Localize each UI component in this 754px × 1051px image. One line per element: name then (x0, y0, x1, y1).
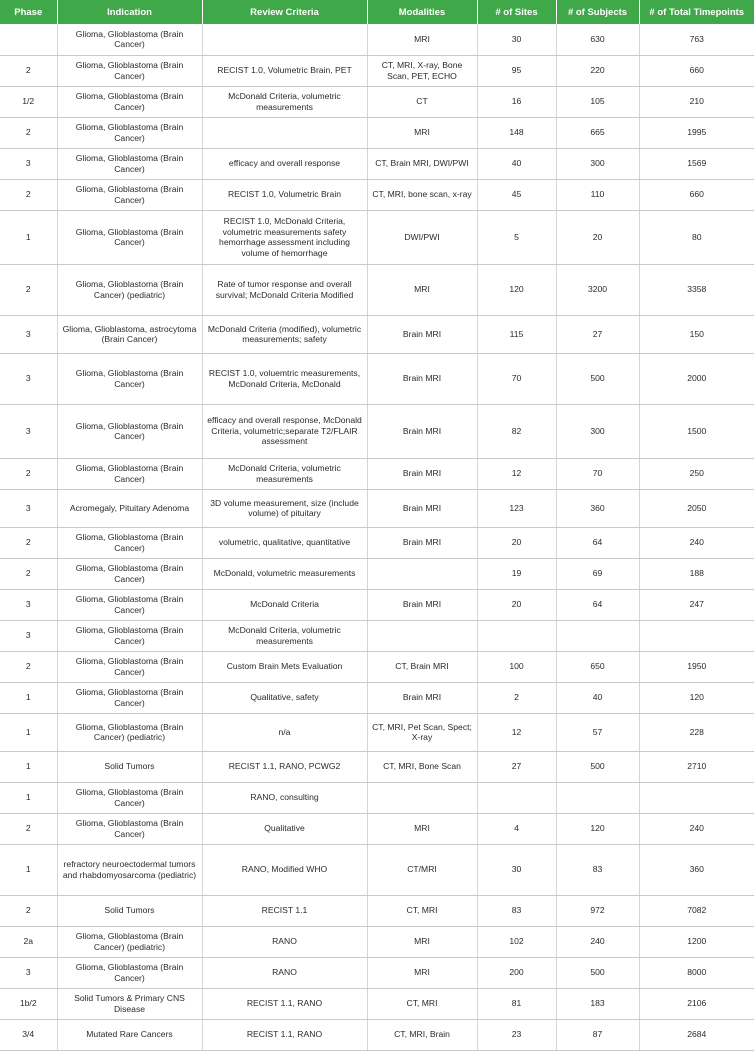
cell-indication: Glioma, Glioblastoma (Brain Cancer) (57, 527, 202, 558)
cell-sites: 200 (477, 957, 556, 988)
cell-subjects: 183 (556, 988, 639, 1019)
cell-total-timepoints: 660 (639, 55, 754, 86)
cell-phase: 3/4 (0, 1019, 57, 1050)
cell-indication: Glioma, Glioblastoma (Brain Cancer) (57, 458, 202, 489)
cell-total-timepoints: 188 (639, 558, 754, 589)
cell-review-criteria: RANO (202, 957, 367, 988)
cell-sites: 45 (477, 179, 556, 210)
header-total-timepoints: # of Total Timepoints (639, 0, 754, 24)
cell-sites: 123 (477, 489, 556, 527)
table-row (0, 315, 754, 353)
cell-indication: Glioma, Glioblastoma (Brain Cancer) (57, 210, 202, 264)
cell-indication: Glioma, Glioblastoma (Brain Cancer) (57, 86, 202, 117)
cell-review-criteria: RECIST 1.1, RANO, PCWG2 (202, 751, 367, 782)
cell-phase: 3 (0, 148, 57, 179)
header-subjects: # of Subjects (556, 0, 639, 24)
cell-total-timepoints: 247 (639, 589, 754, 620)
cell-sites: 19 (477, 558, 556, 589)
cell-subjects: 360 (556, 489, 639, 527)
cell-sites: 148 (477, 117, 556, 148)
cell-subjects: 83 (556, 844, 639, 895)
cell-total-timepoints: 250 (639, 458, 754, 489)
cell-phase: 3 (0, 589, 57, 620)
cell-indication: Solid Tumors (57, 895, 202, 926)
header-modalities: Modalities (367, 0, 477, 24)
cell-sites: 2 (477, 682, 556, 713)
cell-modalities (367, 620, 477, 651)
cell-sites: 115 (477, 315, 556, 353)
cell-sites: 23 (477, 1019, 556, 1050)
cell-review-criteria: Qualitative, safety (202, 682, 367, 713)
cell-total-timepoints: 2000 (639, 353, 754, 404)
header-sites: # of Sites (477, 0, 556, 24)
cell-review-criteria: RECIST 1.1, RANO (202, 1019, 367, 1050)
cell-sites: 30 (477, 844, 556, 895)
cell-indication: Glioma, Glioblastoma (Brain Cancer) (57, 24, 202, 55)
table-row (0, 926, 754, 957)
cell-modalities: CT, Brain MRI (367, 651, 477, 682)
table-row (0, 988, 754, 1019)
cell-subjects: 650 (556, 651, 639, 682)
table-row (0, 558, 754, 589)
table-row (0, 489, 754, 527)
cell-phase: 2a (0, 926, 57, 957)
cell-modalities: Brain MRI (367, 404, 477, 458)
cell-phase: 3 (0, 404, 57, 458)
cell-subjects: 70 (556, 458, 639, 489)
cell-modalities (367, 782, 477, 813)
cell-review-criteria: RANO, Modified WHO (202, 844, 367, 895)
cell-total-timepoints: 763 (639, 24, 754, 55)
table-row (0, 179, 754, 210)
cell-sites: 12 (477, 458, 556, 489)
cell-total-timepoints (639, 620, 754, 651)
cell-phase: 3 (0, 620, 57, 651)
cell-total-timepoints: 1950 (639, 651, 754, 682)
cell-sites: 95 (477, 55, 556, 86)
table-row (0, 713, 754, 751)
cell-review-criteria: Custom Brain Mets Evaluation (202, 651, 367, 682)
cell-indication: Glioma, Glioblastoma (Brain Cancer) (57, 55, 202, 86)
cell-phase: 1 (0, 210, 57, 264)
cell-phase: 1 (0, 682, 57, 713)
cell-total-timepoints: 2050 (639, 489, 754, 527)
cell-total-timepoints: 210 (639, 86, 754, 117)
cell-phase: 3 (0, 489, 57, 527)
cell-indication: Glioma, Glioblastoma (Brain Cancer) (57, 813, 202, 844)
cell-subjects: 69 (556, 558, 639, 589)
cell-sites: 100 (477, 651, 556, 682)
cell-phase: 1 (0, 751, 57, 782)
cell-indication: Glioma, Glioblastoma (Brain Cancer) (pediatric) (57, 713, 202, 751)
cell-total-timepoints: 1200 (639, 926, 754, 957)
table-row (0, 589, 754, 620)
cell-total-timepoints: 2710 (639, 751, 754, 782)
cell-phase: 3 (0, 315, 57, 353)
cell-indication: Glioma, Glioblastoma (Brain Cancer) (57, 179, 202, 210)
cell-modalities: MRI (367, 957, 477, 988)
cell-modalities: CT (367, 86, 477, 117)
cell-review-criteria: RECIST 1.0, Volumetric Brain (202, 179, 367, 210)
cell-total-timepoints: 150 (639, 315, 754, 353)
cell-modalities: CT, MRI, Bone Scan (367, 751, 477, 782)
cell-subjects (556, 620, 639, 651)
cell-review-criteria: RANO (202, 926, 367, 957)
cell-sites: 16 (477, 86, 556, 117)
cell-indication: refractory neuroectodermal tumors and rhabdomyosarcoma (pediatric) (57, 844, 202, 895)
cell-review-criteria: 3D volume measurement, size (include volume) of pituitary (202, 489, 367, 527)
cell-total-timepoints: 2684 (639, 1019, 754, 1050)
cell-modalities: MRI (367, 813, 477, 844)
cell-subjects: 110 (556, 179, 639, 210)
cell-review-criteria: McDonald Criteria, volumetric measurements (202, 458, 367, 489)
cell-modalities: CT, MRI, Brain (367, 1019, 477, 1050)
cell-modalities: Brain MRI (367, 458, 477, 489)
cell-review-criteria (202, 117, 367, 148)
cell-phase: 2 (0, 55, 57, 86)
cell-phase: 2 (0, 558, 57, 589)
table-row (0, 782, 754, 813)
cell-total-timepoints: 1569 (639, 148, 754, 179)
cell-subjects: 220 (556, 55, 639, 86)
cell-total-timepoints (639, 782, 754, 813)
cell-sites: 40 (477, 148, 556, 179)
cell-modalities: MRI (367, 264, 477, 315)
cell-subjects: 665 (556, 117, 639, 148)
table-row (0, 1019, 754, 1050)
cell-indication: Glioma, Glioblastoma, astrocytoma (Brain Cancer) (57, 315, 202, 353)
cell-review-criteria: RECIST 1.1 (202, 895, 367, 926)
cell-phase: 1 (0, 782, 57, 813)
cell-indication: Solid Tumors & Primary CNS Disease (57, 988, 202, 1019)
header-phase: Phase (0, 0, 57, 24)
cell-phase: 3 (0, 353, 57, 404)
cell-modalities: CT, MRI, Pet Scan, Spect; X-ray (367, 713, 477, 751)
cell-modalities: CT, Brain MRI, DWI/PWI (367, 148, 477, 179)
table-row (0, 527, 754, 558)
cell-review-criteria: RECIST 1.0, Volumetric Brain, PET (202, 55, 367, 86)
cell-modalities: CT, MRI, X-ray, Bone Scan, PET, ECHO (367, 55, 477, 86)
cell-review-criteria: RECIST 1.0, McDonald Criteria, volumetric measurements safety hemorrhage assessment including volume of hemorrhage (202, 210, 367, 264)
cell-indication: Glioma, Glioblastoma (Brain Cancer) (57, 957, 202, 988)
cell-subjects: 120 (556, 813, 639, 844)
cell-subjects (556, 782, 639, 813)
cell-total-timepoints: 120 (639, 682, 754, 713)
cell-review-criteria: McDonald Criteria, volumetric measurements (202, 86, 367, 117)
cell-sites: 27 (477, 751, 556, 782)
cell-modalities: CT, MRI (367, 895, 477, 926)
cell-indication: Glioma, Glioblastoma (Brain Cancer) (57, 782, 202, 813)
cell-total-timepoints: 2106 (639, 988, 754, 1019)
table-row (0, 86, 754, 117)
cell-modalities: Brain MRI (367, 527, 477, 558)
cell-review-criteria: Rate of tumor response and overall survival; McDonald Criteria Modified (202, 264, 367, 315)
cell-modalities: Brain MRI (367, 489, 477, 527)
cell-modalities: Brain MRI (367, 315, 477, 353)
cell-subjects: 500 (556, 751, 639, 782)
cell-total-timepoints: 8000 (639, 957, 754, 988)
cell-subjects: 300 (556, 404, 639, 458)
table-body (0, 24, 754, 1050)
table-row (0, 751, 754, 782)
cell-subjects: 500 (556, 353, 639, 404)
cell-phase: 1 (0, 844, 57, 895)
cell-subjects: 57 (556, 713, 639, 751)
table-row (0, 458, 754, 489)
cell-sites: 70 (477, 353, 556, 404)
cell-modalities: Brain MRI (367, 682, 477, 713)
cell-review-criteria: RECIST 1.1, RANO (202, 988, 367, 1019)
cell-phase: 2 (0, 264, 57, 315)
cell-subjects: 500 (556, 957, 639, 988)
cell-modalities: MRI (367, 926, 477, 957)
cell-modalities: Brain MRI (367, 589, 477, 620)
table-row (0, 353, 754, 404)
cell-indication: Glioma, Glioblastoma (Brain Cancer) (57, 558, 202, 589)
table-row (0, 651, 754, 682)
table-row (0, 844, 754, 895)
table-row (0, 117, 754, 148)
cell-total-timepoints: 360 (639, 844, 754, 895)
cell-phase: 2 (0, 179, 57, 210)
cell-indication: Mutated Rare Cancers (57, 1019, 202, 1050)
table-row (0, 813, 754, 844)
cell-review-criteria: RECIST 1.0, voluemtric measurements, McDonald Criteria, McDonald (202, 353, 367, 404)
cell-sites: 102 (477, 926, 556, 957)
cell-review-criteria: volumetric, qualitative, quantitative (202, 527, 367, 558)
cell-total-timepoints: 3358 (639, 264, 754, 315)
cell-phase: 1 (0, 713, 57, 751)
cell-total-timepoints: 1995 (639, 117, 754, 148)
cell-sites: 81 (477, 988, 556, 1019)
cell-subjects: 64 (556, 589, 639, 620)
cell-indication: Glioma, Glioblastoma (Brain Cancer) (57, 353, 202, 404)
table-header (0, 0, 754, 24)
header-row (0, 0, 754, 24)
cell-subjects: 20 (556, 210, 639, 264)
cell-indication: Acromegaly, Pituitary Adenoma (57, 489, 202, 527)
cell-subjects: 972 (556, 895, 639, 926)
cell-indication: Glioma, Glioblastoma (Brain Cancer) (pediatric) (57, 926, 202, 957)
cell-modalities: MRI (367, 117, 477, 148)
cell-phase: 2 (0, 117, 57, 148)
cell-phase: 1b/2 (0, 988, 57, 1019)
cell-indication: Glioma, Glioblastoma (Brain Cancer) (pediatric) (57, 264, 202, 315)
cell-subjects: 64 (556, 527, 639, 558)
cell-review-criteria: Qualitative (202, 813, 367, 844)
cell-indication: Glioma, Glioblastoma (Brain Cancer) (57, 682, 202, 713)
header-indication: Indication (57, 0, 202, 24)
cell-subjects: 240 (556, 926, 639, 957)
header-review-criteria: Review Criteria (202, 0, 367, 24)
cell-indication: Solid Tumors (57, 751, 202, 782)
cell-sites: 120 (477, 264, 556, 315)
cell-sites: 30 (477, 24, 556, 55)
cell-sites: 4 (477, 813, 556, 844)
cell-sites: 83 (477, 895, 556, 926)
cell-subjects: 40 (556, 682, 639, 713)
cell-phase: 1/2 (0, 86, 57, 117)
cell-indication: Glioma, Glioblastoma (Brain Cancer) (57, 148, 202, 179)
cell-review-criteria: McDonald, volumetric measurements (202, 558, 367, 589)
table-row (0, 264, 754, 315)
cell-subjects: 105 (556, 86, 639, 117)
cell-sites (477, 782, 556, 813)
cell-total-timepoints: 80 (639, 210, 754, 264)
cell-subjects: 630 (556, 24, 639, 55)
cell-total-timepoints: 7082 (639, 895, 754, 926)
cell-indication: Glioma, Glioblastoma (Brain Cancer) (57, 620, 202, 651)
cell-modalities: Brain MRI (367, 353, 477, 404)
table-row (0, 404, 754, 458)
cell-total-timepoints: 240 (639, 527, 754, 558)
cell-phase: 2 (0, 527, 57, 558)
cell-sites (477, 620, 556, 651)
cell-subjects: 27 (556, 315, 639, 353)
cell-phase: 2 (0, 813, 57, 844)
cell-subjects: 87 (556, 1019, 639, 1050)
table-row (0, 24, 754, 55)
cell-modalities (367, 558, 477, 589)
cell-indication: Glioma, Glioblastoma (Brain Cancer) (57, 589, 202, 620)
cell-total-timepoints: 228 (639, 713, 754, 751)
cell-modalities: DWI/PWI (367, 210, 477, 264)
cell-subjects: 3200 (556, 264, 639, 315)
table-row (0, 957, 754, 988)
cell-sites: 20 (477, 527, 556, 558)
cell-modalities: CT, MRI, bone scan, x-ray (367, 179, 477, 210)
cell-total-timepoints: 240 (639, 813, 754, 844)
cell-review-criteria: McDonald Criteria, volumetric measurements (202, 620, 367, 651)
table-row (0, 620, 754, 651)
cell-phase: 2 (0, 458, 57, 489)
cell-review-criteria: RANO, consulting (202, 782, 367, 813)
cell-subjects: 300 (556, 148, 639, 179)
cell-modalities: CT, MRI (367, 988, 477, 1019)
cell-total-timepoints: 1500 (639, 404, 754, 458)
cell-phase: 3 (0, 957, 57, 988)
cell-phase: 2 (0, 895, 57, 926)
cell-phase (0, 24, 57, 55)
cell-sites: 20 (477, 589, 556, 620)
cell-total-timepoints: 660 (639, 179, 754, 210)
table-row (0, 682, 754, 713)
cell-review-criteria: McDonald Criteria (202, 589, 367, 620)
cell-sites: 82 (477, 404, 556, 458)
cell-modalities: MRI (367, 24, 477, 55)
cell-sites: 5 (477, 210, 556, 264)
cell-indication: Glioma, Glioblastoma (Brain Cancer) (57, 404, 202, 458)
cell-modalities: CT/MRI (367, 844, 477, 895)
cell-phase: 2 (0, 651, 57, 682)
table-row (0, 55, 754, 86)
cell-review-criteria: n/a (202, 713, 367, 751)
cell-review-criteria (202, 24, 367, 55)
cell-review-criteria: efficacy and overall response (202, 148, 367, 179)
cell-sites: 12 (477, 713, 556, 751)
cell-review-criteria: McDonald Criteria (modified), volumetric measurements; safety (202, 315, 367, 353)
table-row (0, 895, 754, 926)
cell-review-criteria: efficacy and overall response, McDonald Criteria, volumetric;separate T2/FLAIR assessment (202, 404, 367, 458)
cell-indication: Glioma, Glioblastoma (Brain Cancer) (57, 651, 202, 682)
cell-indication: Glioma, Glioblastoma (Brain Cancer) (57, 117, 202, 148)
table-row (0, 148, 754, 179)
table-row (0, 210, 754, 264)
